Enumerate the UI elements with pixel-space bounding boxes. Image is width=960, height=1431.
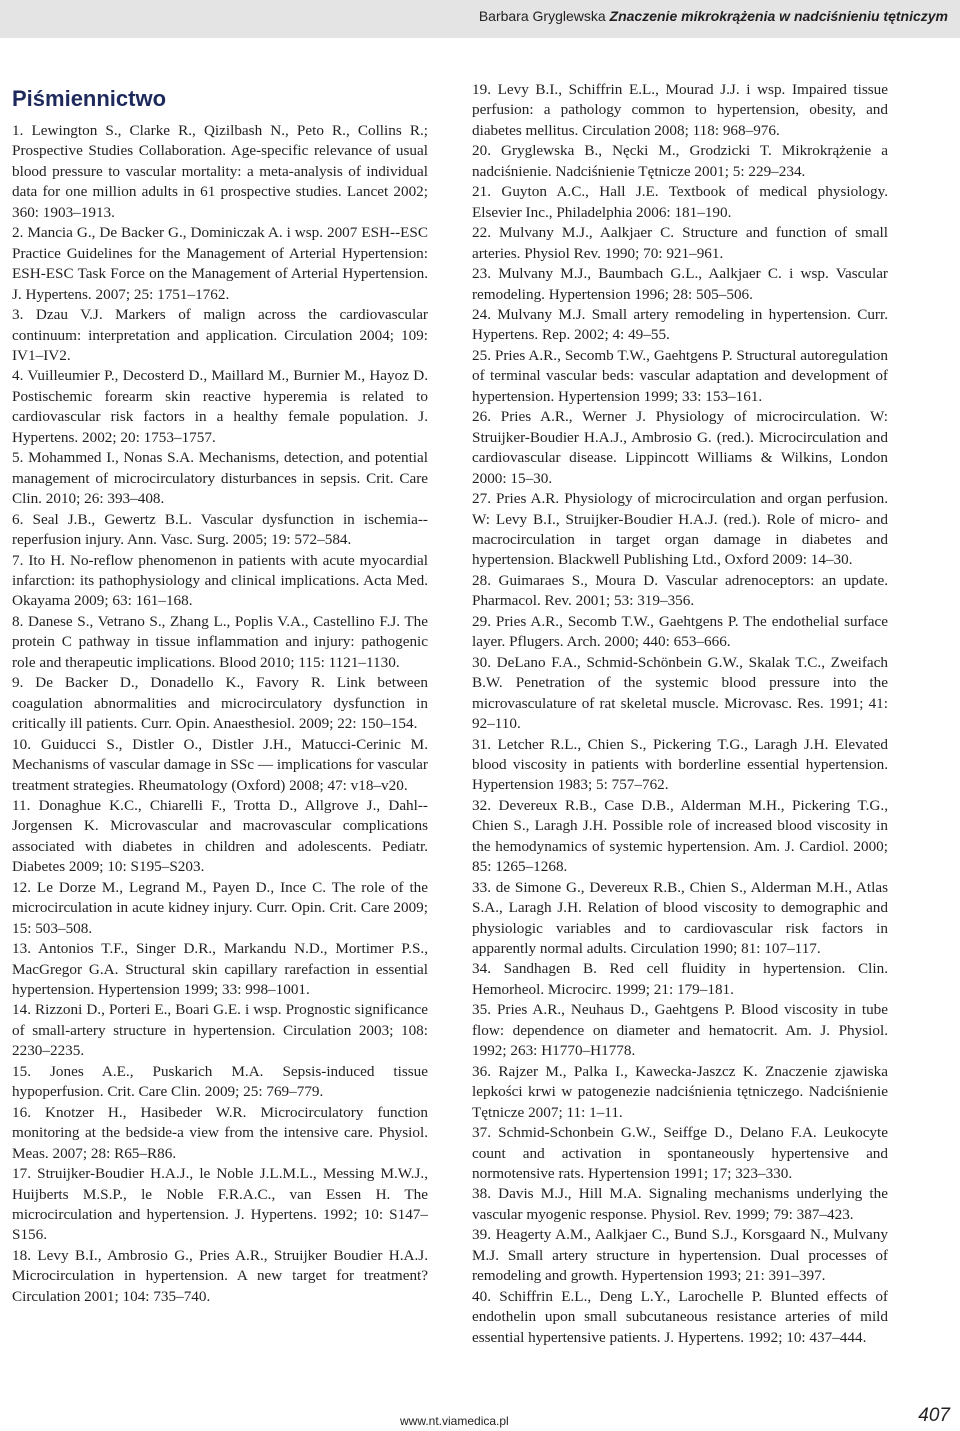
reference-item: 34. Sandhagen B. Red cell fluidity in hypertension. Clin. Hemorheol. Microcirc. 1999; 21: 179–181. (472, 960, 888, 998)
reference-item: 21. Guyton A.C., Hall J.E. Textbook of medical physiology. Elsevier Inc., Philadelphia 2006: 181–190. (472, 183, 888, 221)
reference-item: 29. Pries A.R., Secomb T.W., Gaehtgens P. The endothelial surface layer. Pflugers. Arch. 2000; 440: 653–666. (472, 612, 888, 651)
running-header (479, 8, 948, 24)
reference-item: 24. Mulvany M.J. Small artery remodeling in hypertension. Curr. Hypertens. Rep. 2002; 4: 49–55. (472, 305, 888, 344)
reference-item: 8. Danese S., Vetrano S., Zhang L., Poplis V.A., Castellino F.J. The protein C pathway in tissue inflammation and injury: pathogenic role and therapeutic implications. Blood 2010; 115: 1121–1130. (12, 612, 428, 671)
reference-item: 35. Pries A.R., Neuhaus D., Gaehtgens P. Blood viscosity in tube flow: dependence on diameter and hematocrit. Am. J. Physiol. 1992; 263: H1770–H1778. (472, 1001, 888, 1060)
header-title: Znaczenie mikrokrążenia w nadciśnieniu tętniczym (609, 8, 948, 24)
reference-item: 5. Mohammed I., Nonas S.A. Mechanisms, detection, and potential management of microcirculatory disturbances in sepsis. Crit. Care Clin. 2010; 26: 393–408. (12, 449, 428, 508)
running-header-bar (0, 0, 960, 38)
footer-url[interactable]: www.nt.viamedica.pl (400, 1414, 509, 1428)
reference-item: 31. Letcher R.L., Chien S., Pickering T.G., Laragh J.H. Elevated blood viscosity in patients with borderline essential hypertension. Hypertension 1983; 5: 757–762. (472, 735, 888, 794)
reference-item: 38. Davis M.J., Hill M.A. Signaling mechanisms underlying the vascular myogenic response. Physiol. Rev. 1999; 79: 387–423. (472, 1185, 888, 1223)
reference-item: 32. Devereux R.B., Case D.B., Alderman M.H., Pickering T.G., Chien S., Laragh J.H. Possible role of increased blood viscosity in the hemodynamics of systemic hypertension. Am. J. Cardiol. 2000; 85: 1265–1268. (472, 796, 888, 876)
reference-item: 28. Guimaraes S., Moura D. Vascular adrenoceptors: an update. Pharmacol. Rev. 2001; 53: 319–356. (472, 571, 888, 610)
reference-item: 20. Gryglewska B., Nęcki M., Grodzicki T. Mikrokrążenie a nadciśnienie. Nadciśnienie Tętnicze 2001; 5: 229–234. (472, 142, 888, 180)
reference-item: 25. Pries A.R., Secomb T.W., Gaehtgens P. Structural autoregulation of terminal vascular beds: vascular adaptation and development of hypertension. Hypertension 1999; 33: 153–161. (472, 346, 888, 405)
reference-item: 36. Rajzer M., Palka I., Kawecka-Jaszcz K. Znaczenie zjawiska lepkości krwi w patogenezie nadciśnienia tętniczego. Nadciśnienie Tętnicze 2007; 11: 1–11. (472, 1062, 888, 1121)
reference-item: 17. Struijker-Boudier H.A.J., le Noble J.L.M.L., Messing M.W.J., Huijberts M.S.P., le Noble F.R.A.C., van Essen H. The microcirculation and hypertension. J. Hypertens. 1992; 10: S147–S156. (12, 1165, 428, 1244)
reference-item: 22. Mulvany M.J., Aalkjaer C. Structure and function of small arteries. Physiol Rev. 1990; 70: 921–961. (472, 224, 888, 262)
reference-item: 26. Pries A.R., Werner J. Physiology of microcirculation. W: Struijker-Boudier H.A.J., Ambrosio G. (red.). Microcirculation and cardiovascular disease. Lippincott Williams & Wilkins, London 2000: 15–30. (472, 408, 888, 487)
reference-item: 4. Vuilleumier P., Decosterd D., Maillard M., Burnier M., Hayoz D. Postischemic forearm skin reactive hyperemia is related to cardiovascular risk factors in a healthy female population. J. Hypertens. 2002; 20: 1753–1757. (12, 367, 428, 446)
reference-item: 40. Schiffrin E.L., Deng L.Y., Larochelle P. Blunted effects of endothelin upon small subcutaneous resistance arteries of mild essential hypertensive patients. J. Hypertens. 1992; 10: 437–444. (472, 1287, 888, 1346)
reference-item: 6. Seal J.B., Gewertz B.L. Vascular dysfunction in ischemia--reperfusion injury. Ann. Vasc. Surg. 2005; 19: 572–584. (12, 510, 428, 549)
reference-item: 23. Mulvany M.J., Baumbach G.L., Aalkjaer C. i wsp. Vascular remodeling. Hypertension 1996; 28: 505–506. (472, 265, 888, 303)
reference-item: 18. Levy B.I., Ambrosio G., Pries A.R., Struijker Boudier H.A.J. Microcirculation in hypertension. A new target for treatment? Circulation 2001; 104: 735–740. (12, 1246, 428, 1305)
reference-item: 2. Mancia G., De Backer G., Dominiczak A. i wsp. 2007 ESH--ESC Practice Guidelines for the Management of Arterial Hypertension: ESH-ESC Task Force on the Management of Arterial Hypertension. J. Hypertens. 2007; 25: 1751–1762. (12, 224, 428, 303)
reference-item: 13. Antonios T.F., Singer D.R., Markandu N.D., Mortimer P.S., MacGregor G.A. Structural skin capillary rarefaction in essential hypertension. Hypertension 1999; 33: 998–1001. (12, 940, 428, 999)
reference-item: 19. Levy B.I., Schiffrin E.L., Mourad J.J. i wsp. Impaired tissue perfusion: a pathology common to hypertension, obesity, and diabetes mellitus. Circulation 2008; 118: 968–976. (472, 81, 888, 139)
reference-item: 1. Lewington S., Clarke R., Qizilbash N., Peto R., Collins R.; Prospective Studies Collaboration. Age-specific relevance of usual blood pressure to vascular mortality: a meta-analysis of individual data for one million adults in 61 prospective studies. Lancet 2002; 360: 1903–1913. (12, 122, 428, 221)
reference-item: 11. Donaghue K.C., Chiarelli F., Trotta D., Allgrove J., Dahl--Jorgensen K. Microvascular and macrovascular complications associated with diabetes in children and adolescents. Pediatr. Diabetes 2009; 10: S195–S203. (12, 796, 428, 876)
reference-item: 9. De Backer D., Donadello K., Favory R. Link between coagulation abnormalities and microcirculatory dysfunction in critically ill patients. Curr. Opin. Anaesthesiol. 2009; 22: 150–154. (12, 674, 428, 733)
reference-item: 12. Le Dorze M., Legrand M., Payen D., Ince C. The role of the microcirculation in acute kidney injury. Curr. Opin. Crit. Care 2009; 15: 503–508. (12, 878, 428, 937)
reference-item: 7. Ito H. No-reflow phenomenon in patients with acute myocardial infarction: its pathophysiology and clinical implications. Acta Med. Okayama 2009; 63: 161–168. (12, 551, 428, 610)
reference-item: 3. Dzau V.J. Markers of malign across the cardiovascular continuum: interpretation and application. Circulation 2004; 109: IV1–IV2. (12, 306, 428, 364)
reference-item: 14. Rizzoni D., Porteri E., Boari G.E. i wsp. Prognostic significance of small-artery structure in hypertension. Circulation 2003; 108: 2230–2235. (12, 1001, 428, 1060)
section-heading: Piśmiennictwo (12, 86, 167, 111)
references-column-right (472, 80, 888, 1348)
reference-item: 16. Knotzer H., Hasibeder W.R. Microcirculatory function monitoring at the bedside-a view from the intensive care. Physiol. Meas. 2007; 28: R65–R86. (12, 1103, 428, 1162)
header-author: Barbara Gryglewska (478, 8, 610, 24)
reference-item: 37. Schmid-Schonbein G.W., Seiffge D., Delano F.A. Leukocyte count and activation in spontaneously hypertensive and normotensive rats. Hypertension 1991; 17; 323–330. (472, 1124, 888, 1183)
reference-item: 15. Jones A.E., Puskarich M.A. Sepsis-induced tissue hypoperfusion. Crit. Care Clin. 2009; 25: 769–779. (12, 1062, 428, 1101)
reference-item: 39. Heagerty A.M., Aalkjaer C., Bund S.J., Korsgaard N., Mulvany M.J. Small artery structure in hypertension. Dual processes of remodeling and growth. Hypertension 1993; 21: 391–397. (472, 1226, 888, 1285)
page-number: 407 (918, 1405, 950, 1426)
reference-item: 10. Guiducci S., Distler O., Distler J.H., Matucci-Cerinic M. Mechanisms of vascular damage in SSc — implications for vascular treatment strategies. Rheumatology (Oxford) 2008; 47: v18–v20. (12, 735, 428, 794)
references-column-left (12, 121, 428, 1307)
reference-item: 27. Pries A.R. Physiology of microcirculation and organ perfusion. W: Levy B.I., Struijker-Boudier H.A.J. (red.). Role of micro- and macrocirculation in target organ damage in diabetes and hypertension. Blackwell Publishing Ltd., Oxford 2009: 14–30. (472, 490, 888, 569)
reference-item: 30. DeLano F.A., Schmid-Schönbein G.W., Skalak T.C., Zweifach B.W. Penetration of the systemic blood pressure into the microvasculature of rat skeletal muscle. Microvasc. Res. 1991; 41: 92–110. (472, 653, 888, 733)
reference-item: 33. de Simone G., Devereux R.B., Chien S., Alderman M.H., Atlas S.A., Laragh J.H. Relation of blood viscosity to demographic and physiologic variables and to cardiovascular risk factors in apparently normal adults. Circulation 1990; 81: 107–117. (472, 878, 888, 958)
